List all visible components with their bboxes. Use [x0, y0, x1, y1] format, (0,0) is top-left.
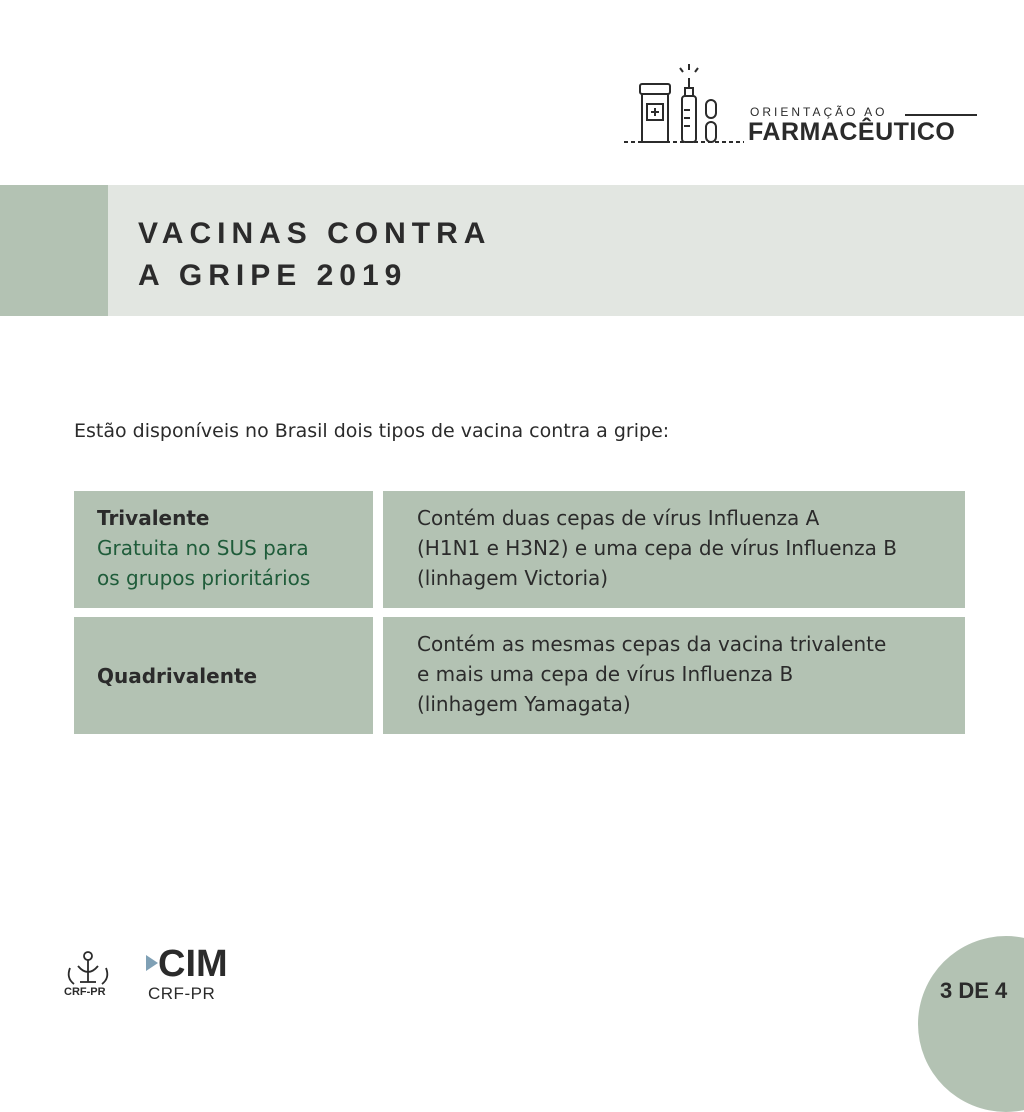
cim-play-icon	[146, 955, 158, 971]
title-banner	[108, 185, 1024, 316]
vaccine-name-cell-trivalente	[74, 491, 373, 608]
vaccine-description-cell-trivalente	[383, 491, 965, 608]
title-line-2: A GRIPE 2019	[138, 259, 408, 292]
logo-big-text: FARMACÊUTICO	[748, 118, 956, 146]
description-line: (H1N1 e H3N2) e uma cepa de vírus Influenza B	[417, 536, 898, 560]
vaccine-note: os grupos prioritários	[97, 566, 311, 590]
intro-text: Estão disponíveis no Brasil dois tipos de vacina contra a gripe:	[74, 420, 670, 442]
description-line: (linhagem Yamagata)	[417, 692, 631, 716]
description-line: Contém duas cepas de vírus Influenza A	[417, 506, 820, 530]
cim-title: CIM	[158, 943, 228, 985]
cim-logo	[146, 944, 228, 1004]
description-line: e mais uma cepa de vírus Influenza B	[417, 662, 794, 686]
description-line: (linhagem Victoria)	[417, 566, 609, 590]
orientacao-farmaceutico-logo	[622, 60, 982, 150]
pharmacy-icon	[622, 60, 746, 150]
vaccine-name: Trivalente	[97, 506, 210, 530]
page-title	[138, 213, 491, 297]
page-indicator-circle	[918, 936, 1024, 1112]
page-indicator: 3 DE 4	[940, 978, 1008, 1003]
logo-divider	[905, 114, 977, 116]
vaccine-name: Quadrivalente	[97, 663, 258, 688]
vaccine-note: Gratuita no SUS para	[97, 536, 309, 560]
cim-subtitle: CRF-PR	[148, 984, 216, 1003]
vaccine-name-cell-quadrivalente	[74, 617, 373, 734]
logo-small-text: ORIENTAÇÃO AO	[750, 105, 888, 119]
banner-accent	[0, 185, 108, 316]
title-line-1: VACINAS CONTRA	[138, 217, 492, 250]
description-line: Contém as mesmas cepas da vacina trivalente	[417, 632, 887, 656]
vaccine-description-cell-quadrivalente	[383, 617, 965, 734]
crf-label: CRF-PR	[64, 986, 106, 998]
